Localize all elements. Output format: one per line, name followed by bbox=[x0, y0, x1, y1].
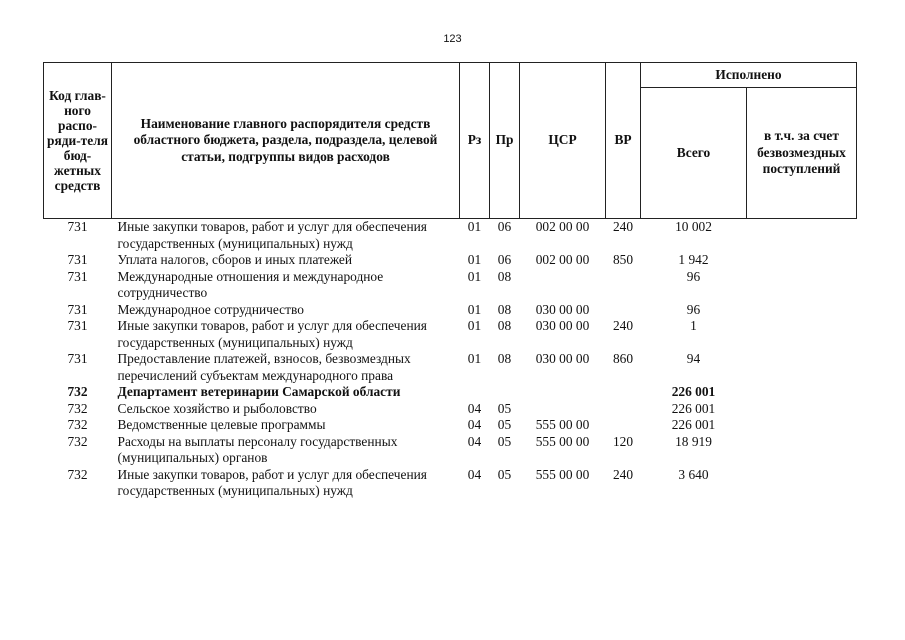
cell-csr bbox=[520, 269, 606, 302]
table-row bbox=[44, 318, 857, 351]
cell-csr: 030 00 00 bbox=[535, 301, 590, 317]
table-row bbox=[44, 417, 857, 434]
cell-rz: 01 bbox=[467, 351, 482, 366]
cell-vsego: 3 640 bbox=[678, 466, 709, 482]
cell-bezvozm bbox=[747, 351, 857, 384]
cell-name: Департамент ветеринарии Самарской области bbox=[117, 384, 401, 399]
table-row bbox=[44, 302, 857, 319]
cell-vsego: 94 bbox=[686, 351, 701, 366]
cell-bezvozm bbox=[747, 269, 857, 302]
cell-pr: 08 bbox=[497, 351, 512, 366]
cell-rz: 04 bbox=[467, 400, 482, 416]
header-rz: Рз bbox=[460, 63, 490, 219]
page-number: 123 bbox=[443, 33, 462, 45]
cell-vr: 240 bbox=[612, 466, 634, 482]
cell-vr bbox=[606, 417, 641, 434]
cell-vr: 240 bbox=[612, 219, 634, 234]
cell-csr: 030 00 00 bbox=[535, 318, 590, 333]
cell-rz: 01 bbox=[467, 318, 482, 333]
cell-pr: 06 bbox=[497, 219, 512, 234]
cell-kod: 731 bbox=[67, 219, 88, 234]
cell-kod: 731 bbox=[67, 252, 88, 267]
cell-pr: 05 bbox=[497, 433, 512, 449]
cell-pr: 08 bbox=[497, 318, 512, 333]
cell-kod: 732 bbox=[67, 384, 88, 399]
table-row bbox=[44, 401, 857, 418]
cell-csr bbox=[520, 384, 606, 401]
cell-bezvozm bbox=[747, 252, 857, 269]
cell-rz: 04 bbox=[467, 433, 482, 449]
cell-csr: 002 00 00 bbox=[535, 219, 590, 234]
cell-vsego: 226 001 bbox=[671, 400, 716, 416]
table-row bbox=[44, 252, 857, 269]
header-csr: ЦСР bbox=[520, 63, 606, 219]
cell-vsego: 226 001 bbox=[671, 417, 716, 432]
cell-vr bbox=[606, 302, 641, 319]
cell-rz: 01 bbox=[467, 219, 482, 234]
table-row bbox=[44, 434, 857, 467]
cell-kod: 732 bbox=[67, 433, 88, 449]
cell-vr: 120 bbox=[612, 433, 634, 449]
table-row bbox=[44, 351, 857, 384]
cell-pr: 05 bbox=[497, 466, 512, 482]
cell-vr bbox=[606, 401, 641, 418]
cell-bezvozm bbox=[747, 434, 857, 467]
cell-csr: 002 00 00 bbox=[535, 252, 590, 267]
cell-pr: 08 bbox=[497, 268, 512, 284]
cell-rz: 01 bbox=[467, 252, 482, 267]
cell-name: Предоставление платежей, взносов, безвозмездных перечислений субъектам международного права bbox=[117, 351, 411, 383]
cell-vsego: 18 919 bbox=[675, 433, 712, 449]
cell-pr: 05 bbox=[497, 400, 512, 416]
cell-name: Сельское хозяйство и рыболовство bbox=[117, 400, 317, 416]
cell-vr: 240 bbox=[612, 318, 634, 333]
cell-bezvozm bbox=[747, 302, 857, 319]
cell-vsego: 226 001 bbox=[671, 384, 716, 399]
cell-name: Иные закупки товаров, работ и услуг для обеспечения государственных (муниципальных) нужд bbox=[117, 219, 427, 251]
cell-bezvozm bbox=[747, 384, 857, 401]
cell-rz: 01 bbox=[467, 268, 482, 284]
cell-csr: 555 00 00 bbox=[535, 466, 590, 482]
table-header bbox=[44, 63, 857, 219]
cell-vsego: 1 942 bbox=[678, 252, 709, 267]
table-row bbox=[44, 269, 857, 302]
cell-pr: 08 bbox=[497, 301, 512, 317]
cell-csr bbox=[520, 401, 606, 418]
cell-bezvozm bbox=[747, 467, 857, 500]
header-pr: Пр bbox=[490, 63, 520, 219]
table-row bbox=[44, 467, 857, 500]
cell-kod: 732 bbox=[67, 400, 88, 416]
cell-bezvozm bbox=[747, 219, 857, 253]
cell-csr: 555 00 00 bbox=[535, 417, 590, 432]
cell-vr: 850 bbox=[612, 252, 634, 267]
cell-name: Иные закупки товаров, работ и услуг для обеспечения государственных (муниципальных) нужд bbox=[117, 318, 427, 350]
cell-kod: 731 bbox=[67, 268, 88, 284]
cell-kod: 731 bbox=[67, 351, 88, 366]
cell-vsego: 1 bbox=[690, 318, 697, 333]
cell-rz: 04 bbox=[467, 466, 482, 482]
cell-vsego: 96 bbox=[686, 301, 701, 317]
header-vsego: Всего bbox=[641, 88, 747, 219]
table-row bbox=[44, 384, 857, 401]
cell-name: Расходы на выплаты персоналу государственных (муниципальных) органов bbox=[117, 433, 398, 465]
cell-vsego: 96 bbox=[686, 268, 701, 284]
cell-kod: 731 bbox=[67, 318, 88, 333]
cell-csr: 555 00 00 bbox=[535, 433, 590, 449]
cell-bezvozm bbox=[747, 318, 857, 351]
cell-rz bbox=[460, 384, 490, 401]
table-row bbox=[44, 219, 857, 253]
cell-vsego: 10 002 bbox=[675, 219, 712, 234]
header-kod: Код глав-ного распо-ряди-теля бюд-жетных средств bbox=[44, 63, 112, 219]
cell-vr bbox=[606, 269, 641, 302]
header-ispolneno: Исполнено bbox=[641, 63, 857, 88]
cell-kod: 732 bbox=[67, 417, 88, 432]
cell-name: Уплата налогов, сборов и иных платежей bbox=[117, 252, 353, 267]
cell-pr: 05 bbox=[497, 417, 512, 432]
cell-rz: 04 bbox=[467, 417, 482, 432]
cell-name: Иные закупки товаров, работ и услуг для обеспечения государственных (муниципальных) нужд bbox=[117, 466, 427, 498]
cell-pr: 06 bbox=[497, 252, 512, 267]
cell-bezvozm bbox=[747, 401, 857, 418]
cell-vr: 860 bbox=[612, 351, 634, 366]
cell-name: Международное сотрудничество bbox=[117, 301, 304, 317]
cell-bezvozm bbox=[747, 417, 857, 434]
cell-kod: 732 bbox=[67, 466, 88, 482]
cell-csr: 030 00 00 bbox=[535, 351, 590, 366]
budget-table bbox=[43, 62, 857, 500]
header-name: Наименование главного распорядителя средств областного бюджета, раздела, подраздела, целевой статьи, подгруппы видов расходов bbox=[112, 63, 460, 219]
cell-vr bbox=[606, 384, 641, 401]
table-body bbox=[44, 219, 857, 500]
header-vr: ВР bbox=[606, 63, 641, 219]
cell-kod: 731 bbox=[67, 301, 88, 317]
header-bezvozm: в т.ч. за счет безвозмездных поступлений bbox=[747, 88, 857, 219]
cell-name: Ведомственные целевые программы bbox=[117, 417, 326, 432]
cell-pr bbox=[490, 384, 520, 401]
cell-name: Международные отношения и международное сотрудничество bbox=[117, 268, 384, 300]
cell-rz: 01 bbox=[467, 301, 482, 317]
